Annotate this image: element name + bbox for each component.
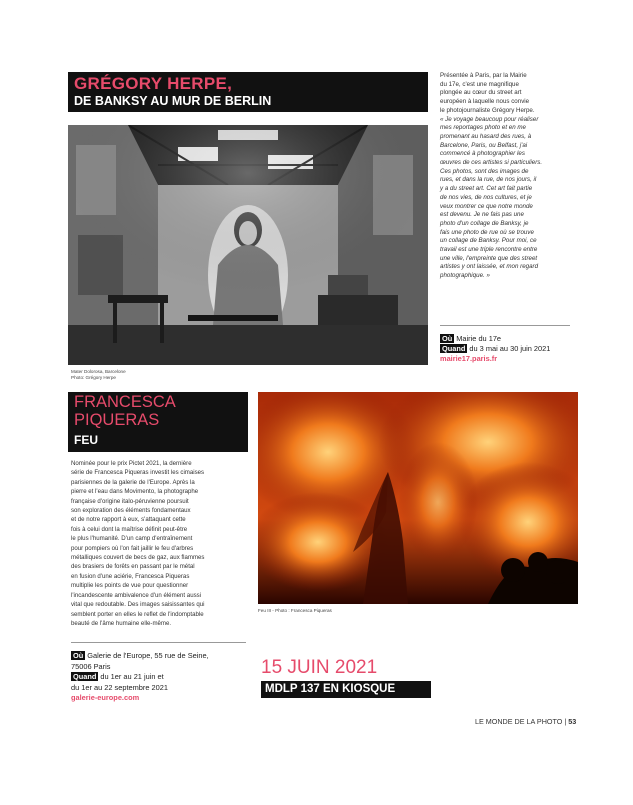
text-line: photographique. » [440, 272, 490, 280]
where-value-line2: 75006 Paris [71, 661, 111, 671]
text-line: y a du street art. Cet art fait partie [440, 185, 533, 193]
text-line: fais une photo de rue où se trouve [440, 228, 534, 236]
text-line: travail est une triple rencontre entre [440, 246, 538, 254]
where-label: Où [442, 334, 453, 343]
article2-divider [71, 642, 246, 643]
text-line: l'incandescente ambivalence d'un élément aussi [71, 591, 202, 599]
when-value: du 3 mai au 30 juin 2021 [469, 344, 551, 353]
text-line: plongée au cœur du street art [440, 89, 522, 97]
text-line: « Je voyage beaucoup pour réaliser [440, 115, 539, 123]
text-line: européen à laquelle nous convie [440, 98, 530, 106]
text-line: métalliques couvert de becs de gaz, aux flammes [71, 554, 205, 562]
article1-link[interactable]: mairie17.paris.fr [440, 354, 498, 363]
article2-title-line2: PIQUERAS [74, 411, 160, 429]
text-line: Ces photos, sont des images de [440, 167, 529, 175]
text-line: Présentée à Paris, par la Mairie [440, 72, 527, 79]
article2-title-line1: FRANCESCA [74, 393, 176, 411]
text-line: Barcelone, Paris, ou Belfast, j'ai [440, 141, 528, 149]
page-number: 53 [568, 717, 577, 726]
text-line: son exploration des éléments fondamentaux [71, 507, 191, 515]
text-line: est devenu. Je ne fais pas une [440, 211, 524, 219]
text-line: du 17e, c'est une magnifique [440, 80, 519, 88]
article2-caption: Feu III - Photo : Francesca Piqueras [258, 608, 332, 613]
text-line: fois à celui dont la maîtrise définit peut-être [71, 525, 188, 533]
when-label: Quand [442, 344, 466, 353]
text-line: pour pompiers où l'on fait jaillir le feu d'arbres [71, 544, 194, 552]
text-line: le photojournaliste Grégory Herpe. [440, 106, 535, 114]
text-line: parisiennes de la galerie de l'Europe. Après la [71, 478, 195, 486]
article1-divider [440, 325, 570, 326]
article1-title: GRÉGORY HERPE, [74, 74, 233, 93]
text-line: en fusion d'une aciérie, Francesca Piqueras [71, 572, 190, 580]
text-line: vital que redoutable. Des images saisissantes qui [71, 601, 205, 609]
magazine-name: LE MONDE DE LA PHOTO [475, 717, 563, 726]
where-value-line1: Galerie de l'Europe, 55 rue de Seine, [87, 651, 209, 660]
fire-image [258, 392, 578, 604]
article2-info [71, 651, 261, 704]
promo-label: MDLP 137 EN KIOSQUE [261, 681, 431, 698]
article2-header [68, 392, 248, 452]
text-line: veux montrer ce que notre monde [440, 202, 533, 210]
text-line: française d'origine italo-péruvienne poursuit [71, 497, 189, 505]
text-line: œuvres de ces artistes si particuliers. [440, 159, 543, 167]
text-line: semblent porter en elles le reflet de l'indomptable [71, 610, 204, 618]
article2-photo [258, 392, 578, 604]
footer-separator: | [564, 717, 567, 726]
text-line: commencé à photographier les [440, 150, 525, 158]
article1-info [440, 334, 580, 364]
article1-caption-line2: Photo: Grégory Herpe [71, 375, 116, 380]
text-line: un collage de Banksy. Pour moi, ce [440, 237, 537, 245]
article2-link[interactable]: galerie-europe.com [71, 693, 140, 702]
when-value-line1: du 1er au 21 juin et [100, 672, 164, 681]
text-line: rues, et dans la rue, de nos jours, il [440, 176, 537, 184]
where-value: Mairie du 17e [456, 334, 502, 343]
text-line: et de notre rapport à eux, s'attaquant cette [71, 516, 186, 524]
text-line: de nos vies, de nos cultures, et je [440, 193, 532, 201]
text-line: mes reportages photo et en me [440, 124, 526, 132]
where-label: Où [73, 651, 84, 660]
article2-text [71, 459, 249, 628]
article1-text [440, 72, 575, 281]
text-line: pierre et l'eau dans Movimento, la photographe [71, 488, 199, 496]
text-line: le plus l'humanité. D'un camp d'entraînement [71, 535, 193, 543]
text-line: photo d'un collage de Banksy, je [440, 219, 529, 227]
text-line: artistes y ont laissée, et mon regard [440, 263, 539, 271]
article1-header [68, 72, 428, 112]
article2-subtitle: FEU [74, 433, 98, 447]
street-art-interior-image [68, 125, 428, 365]
text-line: une ville, l'empreinte que des street [440, 254, 538, 262]
text-line: multiplie les points de vue pour questionner [71, 582, 189, 590]
article1-photo [68, 125, 428, 365]
when-value-line2: du 1er au 22 septembre 2021 [71, 682, 168, 692]
text-line: beauté de l'âme humaine elle-même. [71, 619, 172, 627]
footer [475, 717, 576, 726]
text-line: série de Francesca Piqueras investit les cimaises [71, 469, 205, 477]
article1-caption-line1: Mater Dolorosa, Barcelone [71, 369, 126, 374]
article1-caption [71, 369, 126, 381]
text-line: des brasiers de forêts en passant par le métal [71, 563, 195, 571]
text-line: Nominée pour le prix Pictet 2021, la dernière [71, 460, 192, 467]
article1-subtitle: DE BANKSY AU MUR DE BERLIN [74, 94, 272, 108]
text-line: promenant au hasard des rues, à [440, 132, 532, 140]
when-label: Quand [73, 672, 97, 681]
promo-date: 15 JUIN 2021 [261, 657, 378, 678]
